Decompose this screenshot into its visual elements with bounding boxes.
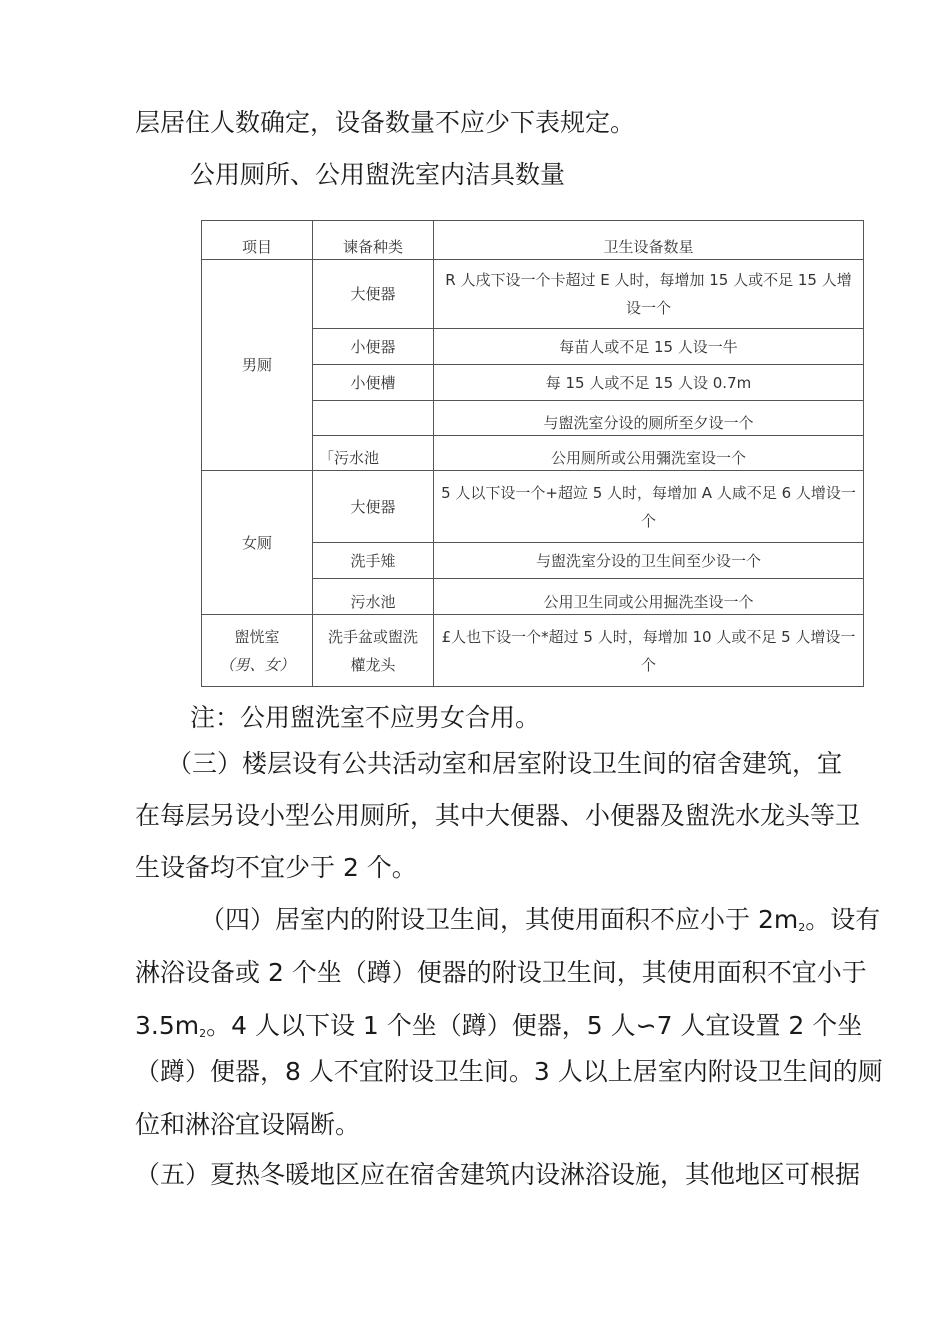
p4-l3-tail: 。4 人以下设 1 个坐（蹲）便器，5 人∽7 人宜设置 2 个坐 xyxy=(206,1011,863,1040)
p4-l3-subscript: 2 xyxy=(199,1027,207,1040)
fixture-count: 与盥洗室分设的厕所至夕设一个 xyxy=(434,401,864,436)
fixture-count: 每苗人或不足 15 人设一牛 xyxy=(434,329,864,365)
fixture-count: 每 15 人或不足 15 人设 0.7m xyxy=(434,365,864,401)
paragraph-continuation: 层居住人数确定，设备数量不应少下表规定。 xyxy=(135,108,636,137)
table-header-row xyxy=(202,221,864,260)
paragraph-4-line-2: 淋浴设备或 2 个坐（蹲）便器的附设卫生间，其使用面积不宜小于 xyxy=(135,958,867,987)
fixture-type: 大便器 xyxy=(313,471,434,543)
paragraph-4-line-3 xyxy=(135,1011,862,1049)
washroom-label xyxy=(202,615,313,687)
fixture-type: 小便槽 xyxy=(313,365,434,401)
paragraph-3-line-3: 生设备均不宜少于 2 个。 xyxy=(135,853,417,882)
header-item: 项目 xyxy=(202,221,313,260)
paragraph-4-line-1 xyxy=(200,905,880,943)
washroom-label-line2: （男、女） xyxy=(219,655,295,674)
fixture-count: R 人戌下设一个卡超过 E 人时，每增加 15 人或不足 15 人增设一个 xyxy=(434,260,864,329)
fixture-count: 与盥洗室分设的卫生间至少设一个 xyxy=(434,543,864,579)
fixture-type: 污水池 xyxy=(313,579,434,615)
fixture-type-line1: 洗手盆或盥洗 xyxy=(327,627,418,646)
paragraph-3-line-1: （三）楼层设有公共活动室和居室附设卫生间的宿舍建筑，宜 xyxy=(167,749,843,778)
fixture-type-line2: 權龙头 xyxy=(350,655,396,674)
washroom-label-line1: 盥恍室 xyxy=(234,627,280,646)
fixture-type: 洗手雉 xyxy=(313,543,434,579)
paragraph-4-line-4: （蹲）便器，8 人不宜附设卫生间。3 人以上居室内附设卫生间的厕 xyxy=(135,1057,883,1086)
paragraph-5-line-1: （五）夏热冬暖地区应在宿舍建筑内设淋浴设施，其他地区可根据 xyxy=(135,1160,861,1189)
paragraph-3-line-2: 在每层另设小型公用厕所，其中大便器、小便器及盥洗水龙头等卫 xyxy=(135,801,861,830)
fixture-type: 小便器 xyxy=(313,329,434,365)
fixture-type: 大便器 xyxy=(313,260,434,329)
header-count: 卫生设备数星 xyxy=(434,221,864,260)
fixtures-table xyxy=(201,220,864,687)
fixture-count: 公用厕所或公用彌洗室设一个 xyxy=(434,436,864,471)
fixture-type xyxy=(313,401,434,436)
p4-l3-text: 3.5m xyxy=(135,1011,200,1040)
p4-l1-tail: 。设有 xyxy=(805,905,881,934)
paragraph-4-line-5: 位和淋浴宜设隔断。 xyxy=(135,1110,361,1139)
fixture-count: 5 人以下设一个+超竝 5 人时，每增加 A 人咸不足 6 人增设一个 xyxy=(434,471,864,543)
table-row xyxy=(202,471,864,543)
p4-l1-subscript: 2 xyxy=(798,921,806,934)
fixture-count: 公用卫生同或公用掘洗坔设一个 xyxy=(434,579,864,615)
table-note: 注：公用盥洗室不应男女合用。 xyxy=(190,703,541,732)
table-row xyxy=(202,615,864,687)
women-toilet-label: 女厕 xyxy=(202,471,313,615)
p4-l1-text: （四）居室内的附设卫生间，其使用面积不应小于 2m xyxy=(200,905,799,934)
table-row xyxy=(202,260,864,329)
fixture-type xyxy=(313,615,434,687)
fixture-type: 「污水池 xyxy=(313,436,434,471)
table-caption: 公用厕所、公用盥洗室内洁具数量 xyxy=(190,160,566,189)
fixture-count: £人也下设一个*超过 5 人时，每增加 10 人或不足 5 人增设一个 xyxy=(434,615,864,687)
header-type: 谏备种类 xyxy=(313,221,434,260)
men-toilet-label: 男厕 xyxy=(202,260,313,471)
